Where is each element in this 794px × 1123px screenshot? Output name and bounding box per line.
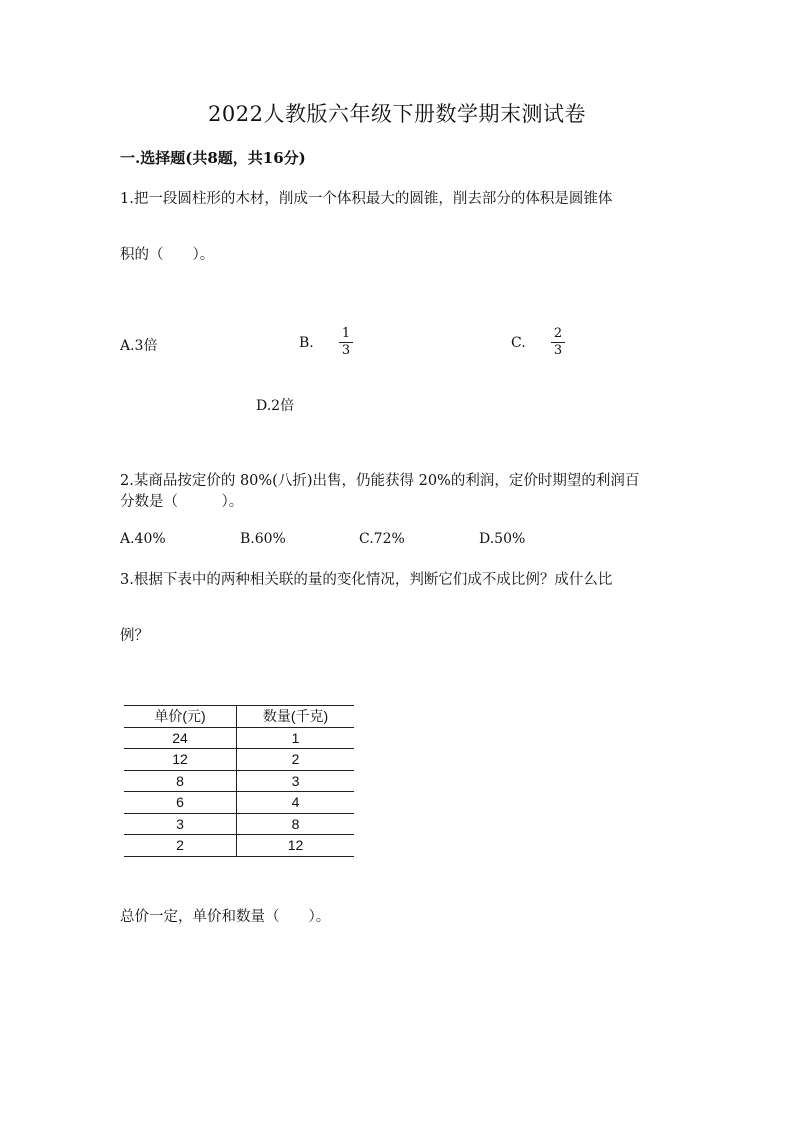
question-1-text-line-2: 积的（ ）。 — [120, 247, 215, 263]
question-2-option-d: D.50% — [479, 531, 526, 547]
table-cell: 2 — [237, 749, 355, 771]
question-3-text-line-2: 例？ — [120, 628, 149, 644]
section-heading: 一.选择题(共8题，共16分) — [120, 149, 306, 167]
fraction-numerator: 2 — [553, 326, 563, 341]
table-cell: 4 — [237, 792, 355, 814]
table-cell: 2 — [124, 835, 237, 857]
table-cell: 12 — [124, 749, 237, 771]
question-1-option-c-fraction — [551, 327, 565, 358]
table-header-cell: 数量(千克) — [237, 706, 355, 728]
table-row — [124, 835, 354, 857]
price-quantity-table — [124, 705, 354, 857]
question-3-text-line-1: 3.根据下表中的两种相关联的量的变化情况，判断它们成不成比例？成什么比 — [120, 572, 613, 588]
question-3-statement: 总价一定，单价和数量（ ）。 — [120, 909, 331, 925]
question-1-option-c-label: C. — [511, 335, 526, 351]
table-cell: 8 — [237, 813, 355, 835]
question-2-option-a: A.40% — [120, 531, 166, 547]
question-2-option-c: C.72% — [359, 531, 405, 547]
page-title: 2022人教版六年级下册数学期末测试卷 — [208, 102, 586, 126]
table-cell: 8 — [124, 770, 237, 792]
question-1-option-b-fraction — [339, 327, 353, 358]
table-row — [124, 770, 354, 792]
question-1-text-line-1: 1.把一段圆柱形的木材，削成一个体积最大的圆锥，削去部分的体积是圆锥体 — [120, 191, 613, 207]
table-cell: 6 — [124, 792, 237, 814]
fraction-numerator: 1 — [341, 326, 351, 341]
table-cell: 24 — [124, 727, 237, 749]
table-cell: 3 — [237, 770, 355, 792]
table-row — [124, 727, 354, 749]
table-row — [124, 749, 354, 771]
table-cell: 12 — [237, 835, 355, 857]
question-2-option-b: B.60% — [240, 531, 286, 547]
question-1-option-b-label: B. — [299, 335, 314, 351]
table-cell: 1 — [237, 727, 355, 749]
question-2-text-line-2: 分数是（ ）。 — [120, 494, 244, 510]
table-row — [124, 792, 354, 814]
fraction-denominator: 3 — [553, 343, 563, 358]
table-row — [124, 813, 354, 835]
table-cell: 3 — [124, 813, 237, 835]
table-header-row — [124, 706, 354, 728]
table-header-cell: 单价(元) — [124, 706, 237, 728]
fraction-denominator: 3 — [341, 343, 351, 358]
question-2-text-line-1: 2.某商品按定价的 80%(八折)出售，仍能获得 20%的利润，定价时期望的利润百 — [120, 473, 640, 489]
question-1-option-a: A.3倍 — [120, 338, 158, 354]
question-1-option-d: D.2倍 — [256, 398, 295, 414]
